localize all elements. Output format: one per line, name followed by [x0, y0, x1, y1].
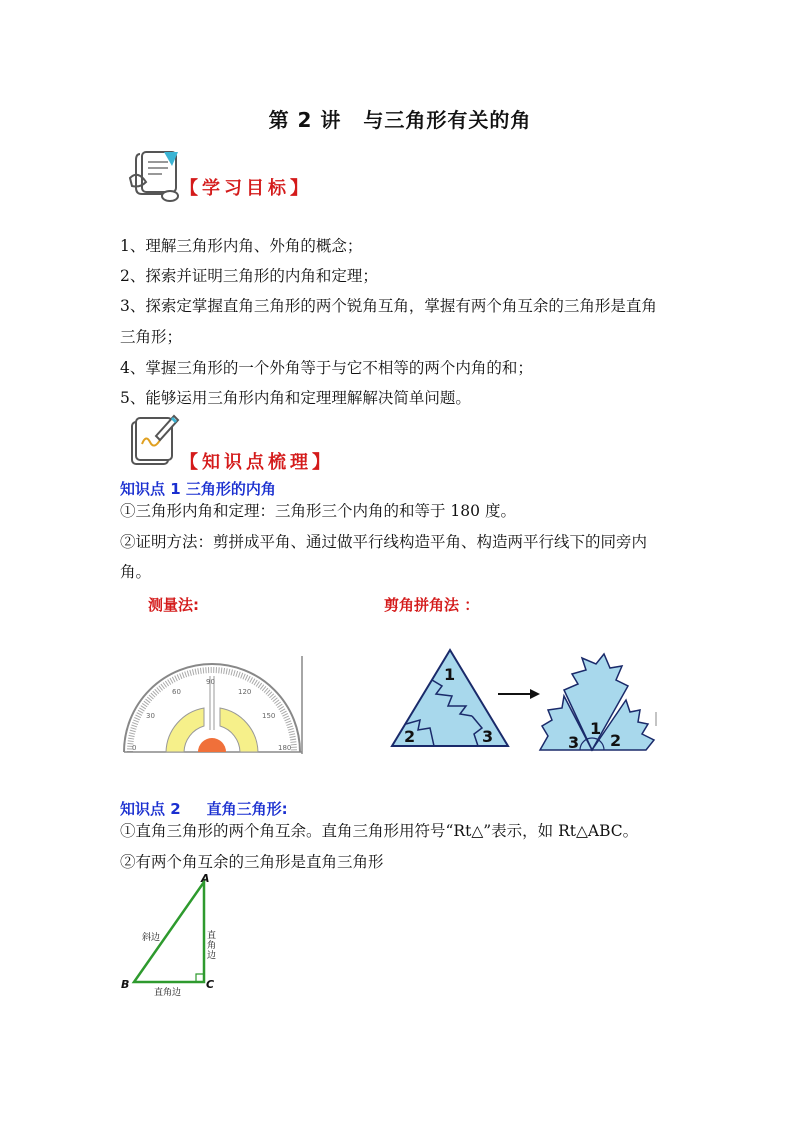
kp2-line: ①直角三角形的两个角互余。直角三角形用符号“Rt△”表示，如 Rt△ABC。 — [120, 822, 639, 840]
kp1-line: ①三角形内角和定理：三角形三个内角的和等于 180 度。 — [120, 502, 516, 520]
puzzle-angle-label: 3 — [568, 733, 580, 752]
kp2-line: ②有两个角互余的三角形是直角三角形 — [120, 853, 384, 871]
horizontal-leg-label: 直角边 — [154, 988, 182, 998]
right-triangle-figure — [116, 870, 236, 1000]
protractor-tick: 60 — [172, 688, 181, 696]
protractor-tick: 90 — [206, 678, 215, 686]
protractor-tick: 150 — [262, 712, 276, 720]
goal-item: 4、掌握三角形的一个外角等于与它不相等的两个内角的和； — [120, 359, 533, 377]
protractor-tick: 0 — [132, 744, 137, 752]
section-knowledge-label: 【知识点梳理】 — [180, 452, 334, 473]
vertical-leg-label: 角 — [207, 941, 217, 951]
puzzle-angle-label: 2 — [610, 731, 622, 750]
triangle-angle-label: 3 — [482, 727, 494, 746]
goal-item: 2、探索并证明三角形的内角和定理； — [120, 267, 378, 285]
protractor-tick: 120 — [238, 688, 252, 696]
puzzle-angle-label: 1 — [590, 719, 602, 738]
notepad-pen-icon — [126, 410, 182, 468]
goal-item: 3、探索定掌握直角三角形的两个锐角互角，掌握有两个角互余的三角形是直角 — [120, 297, 657, 315]
goal-item: 5、能够运用三角形内角和定理理解解决简单问题。 — [120, 389, 471, 407]
vertical-leg-label: 直 — [207, 931, 217, 941]
lecture-number: 第 2 讲 — [268, 108, 342, 132]
hypotenuse-label: 斜边 — [142, 933, 161, 943]
rearranged-angles-figure — [534, 650, 664, 754]
protractor-tick: 30 — [146, 712, 155, 720]
triangle-angle-label: 2 — [404, 727, 416, 746]
protractor-figure — [118, 656, 308, 756]
method-measure-label: 测量法: — [148, 596, 199, 614]
vertical-leg-label: 边 — [207, 951, 217, 961]
vertex-b-label: B — [121, 978, 130, 991]
kp1-line: ②证明方法：剪拼成平角、通过做平行线构造平角、构造两平行线下的同旁内 — [120, 533, 648, 551]
vertex-c-label: C — [206, 978, 215, 991]
vertex-a-label: A — [201, 872, 210, 885]
lecture-topic: 与三角形有关的角 — [363, 108, 532, 132]
goal-item: 三角形； — [120, 328, 183, 346]
goal-item: 1、理解三角形内角、外角的概念； — [120, 237, 363, 255]
kp2-heading-number: 知识点 2 — [120, 800, 181, 818]
kp1-heading: 知识点 1 三角形的内角 — [120, 480, 276, 498]
page-title — [0, 104, 800, 133]
triangle-angle-label: 1 — [444, 665, 456, 684]
method-cut-label: 剪角拼角法 ： — [384, 596, 480, 614]
section-goals-label: 【学习目标】 — [180, 178, 312, 199]
kp2-heading-title: 直角三角形: — [206, 800, 288, 818]
protractor-tick: 180 — [278, 744, 292, 752]
kp1-line: 角。 — [120, 563, 152, 581]
kp2-heading — [120, 798, 288, 819]
scroll-quill-icon — [126, 148, 186, 202]
